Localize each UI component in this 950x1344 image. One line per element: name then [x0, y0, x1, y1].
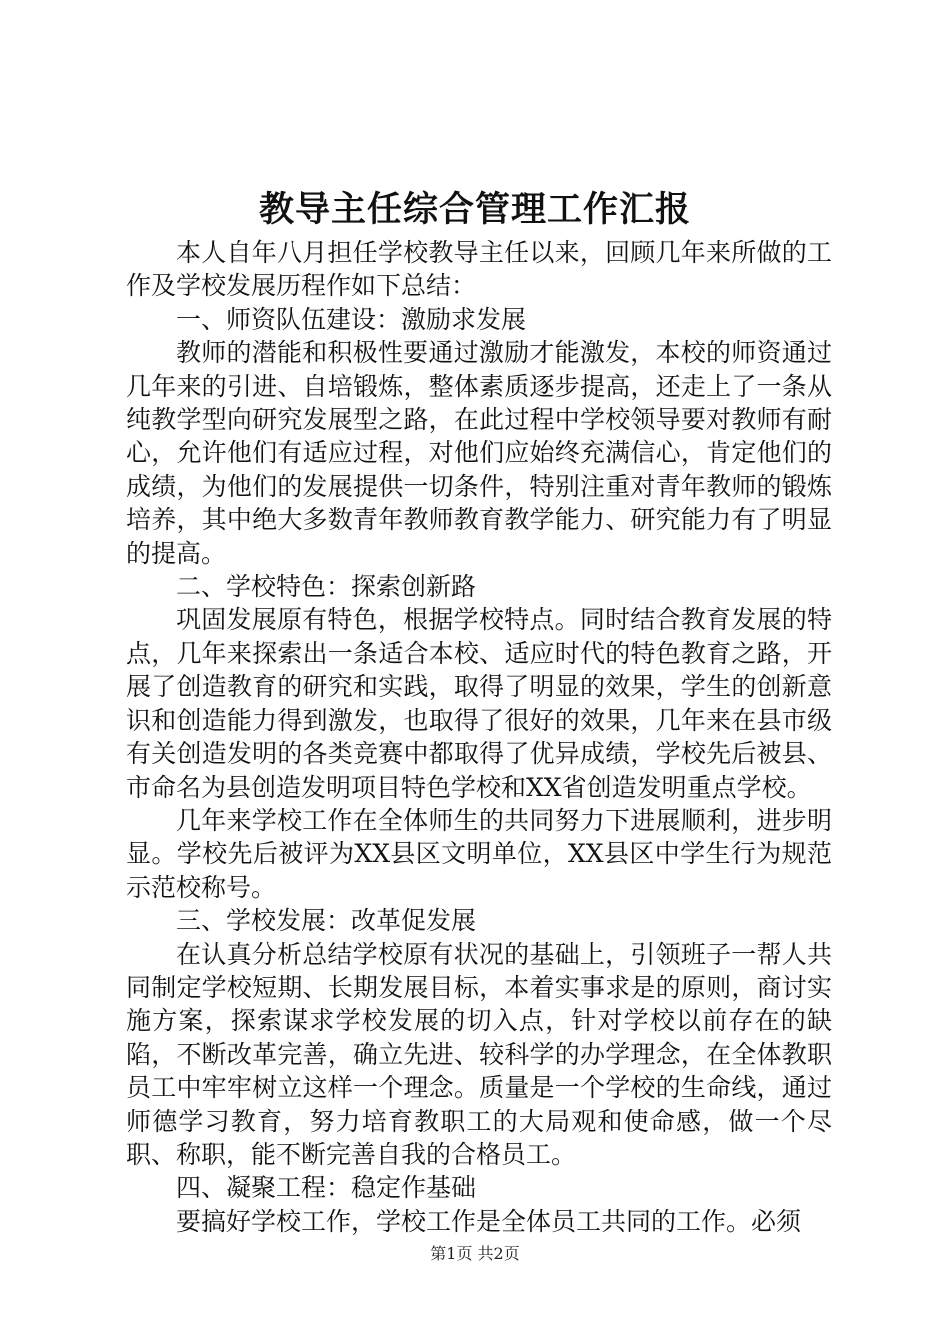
section-heading-3: 三、学校发展：改革促发展: [176, 906, 477, 936]
page-number-footer: 第1页 共2页: [430, 1244, 520, 1263]
intro-paragraph: 本人自年八月担任学校教导主任以来，回顾几年来所做的工作及学校发展历程作如下总结：: [126, 238, 832, 301]
section-paragraph-4: 要搞好学校工作，学校工作是全体员工共同的工作。必须: [176, 1206, 802, 1236]
section-heading-2: 二、学校特色：探索创新路: [176, 572, 477, 602]
section-paragraph-2: 巩固发展原有特色，根据学校特点。同时结合教育发展的特点，几年来探索出一条适合本校、适应时代的特色教育之路，开展了创造教育的研究和实践，取得了明显的效果，学生的创新意识和创造能力得到激发，也取得了很好的效果，几年来在县市级有关创造发明的各类竞赛中都取得了优异成绩，学校先后被县、市命名为县创造发明项目特色学校和XX省创造发明重点学校。: [126, 605, 832, 802]
section-heading-4: 四、凝聚工程：稳定作基础: [176, 1173, 477, 1203]
document-body: [126, 236, 832, 1238]
section-paragraph-2b: 几年来学校工作在全体师生的共同努力下进展顺利，进步明显。学校先后被评为XX县区文明单位，XX县区中学生行为规范示范校称号。: [126, 805, 832, 902]
document-title: 教导主任综合管理工作汇报: [258, 189, 691, 230]
section-paragraph-1: 教师的潜能和积极性要通过激励才能激发，本校的师资通过几年来的引进、自培锻炼，整体素质逐步提高，还走上了一条从纯教学型向研究发展型之路，在此过程中学校领导要对教师有耐心，允许他们有适应过程，对他们应始终充满信心，肯定他们的成绩，为他们的发展提供一切条件，特别注重对青年教师的锻炼培养，其中绝大多数青年教师教育教学能力、研究能力有了明显的提高。: [126, 338, 832, 568]
section-heading-1: 一、师资队伍建设：激励求发展: [176, 304, 527, 334]
section-paragraph-3: 在认真分析总结学校原有状况的基础上，引领班子一帮人共同制定学校短期、长期发展目标，本着实事求是的原则，商讨实施方案，探索谋求学校发展的切入点，针对学校以前存在的缺陷，不断改革完善，确立先进、较科学的办学理念，在全体教职员工中牢牢树立这样一个理念。质量是一个学校的生命线，通过师德学习教育，努力培育教职工的大局观和使命感，做一个尽职、称职，能不断完善自我的合格员工。: [126, 939, 832, 1169]
